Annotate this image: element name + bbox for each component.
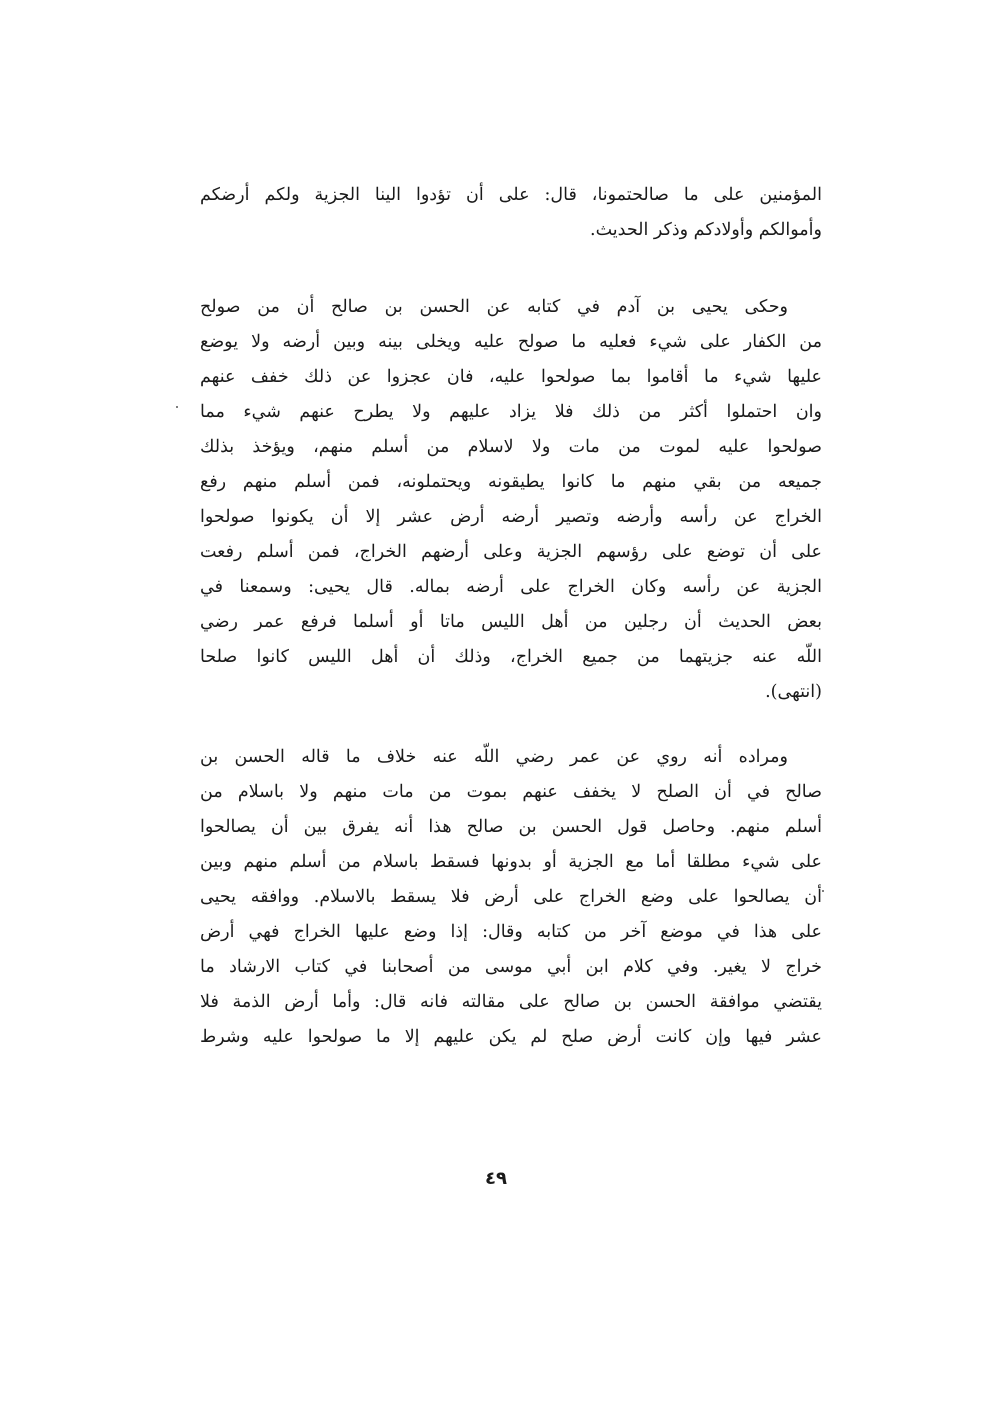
text-line: عشر فيها وإن كانت أرض صلح لم يكن عليهم إلا ما صولحوا عليه وشرط: [200, 1027, 822, 1047]
text-line: على هذا في موضع آخر من كتابه وقال: إذا وضع عليها الخراج فهي أرض: [200, 922, 822, 942]
text-line: الخراج عن رأسه وأرضه وتصير أرضه أرض عشر إلا أن يكونوا صولحوا: [200, 507, 822, 527]
page-number: ٤٩: [485, 1168, 507, 1189]
text-line: من الكفار على شيء فعليه ما صولح عليه ويخلى بينه وبين أرضه ولا يوضع: [200, 332, 822, 352]
scan-speck: [822, 890, 824, 892]
text-line: المؤمنين على ما صالحتمونا، قال: على أن تؤدوا الينا الجزية ولكم أرضكم: [200, 185, 822, 205]
text-line: على شيء مطلقا أما مع الجزية أو بدونها فسقط باسلام من أسلم منهم وبين: [200, 852, 822, 872]
text-line: جميعه من بقي منهم ما كانوا يطيقونه ويحتملونه، فمن أسلم منهم رفع: [200, 472, 822, 492]
paragraph-1: [200, 178, 822, 248]
text-line: صالح في أن الصلح لا يخفف عنهم بموت من مات منهم ولا باسلام من: [200, 782, 822, 802]
scan-speck: [176, 406, 178, 408]
paragraph-2: [200, 290, 822, 710]
text-line: وحكى يحيى بن آدم في كتابه عن الحسن بن صالح أن من صولح: [200, 297, 788, 317]
text-line: على أن توضع على رؤسهم الجزية وعلى أرضهم الخراج، فمن أسلم رفعت: [200, 542, 822, 562]
text-line: وان احتملوا أكثر من ذلك فلا يزاد عليهم ولا يطرح عنهم شيء مما: [200, 402, 822, 422]
text-line: (انتهى).: [765, 682, 822, 702]
text-line: الجزية عن رأسه وكان الخراج على أرضه بماله. قال يحيى: وسمعنا في: [200, 577, 822, 597]
text-line: خراج لا يغير. وفي كلام ابن أبي موسى من أصحابنا في كتاب الارشاد ما: [200, 957, 822, 977]
text-line: أسلم منهم. وحاصل قول الحسن بن صالح هذا أنه يفرق بين أن يصالحوا: [200, 817, 822, 837]
text-line: بعض الحديث أن رجلين من أهل الليس ماتا أو أسلما فرفع عمر رضي: [200, 612, 822, 632]
text-line: يقتضي موافقة الحسن بن صالح على مقالته فانه قال: وأما أرض الذمة فلا: [200, 992, 822, 1012]
text-line: اللّه عنه جزيتهما من جميع الخراج، وذلك أن أهل الليس كانوا صلحا: [200, 647, 822, 667]
text-line: عليها شيء ما أقاموا بما صولحوا عليه، فان عجزوا عن ذلك خفف عنهم: [200, 367, 822, 387]
text-line: صولحوا عليه لموت من مات ولا لاسلام من أسلم منهم، ويؤخذ بذلك: [200, 437, 822, 457]
text-line: ومراده أنه روي عن عمر رضي اللّه عنه خلاف ما قاله الحسن بن: [200, 747, 788, 767]
text-line: أن يصالحوا على وضع الخراج على أرض فلا يسقط بالاسلام. ووافقه يحيى: [200, 887, 822, 907]
text-line: وأموالكم وأولادكم وذكر الحديث.: [590, 220, 822, 240]
paragraph-3: [200, 740, 822, 1055]
